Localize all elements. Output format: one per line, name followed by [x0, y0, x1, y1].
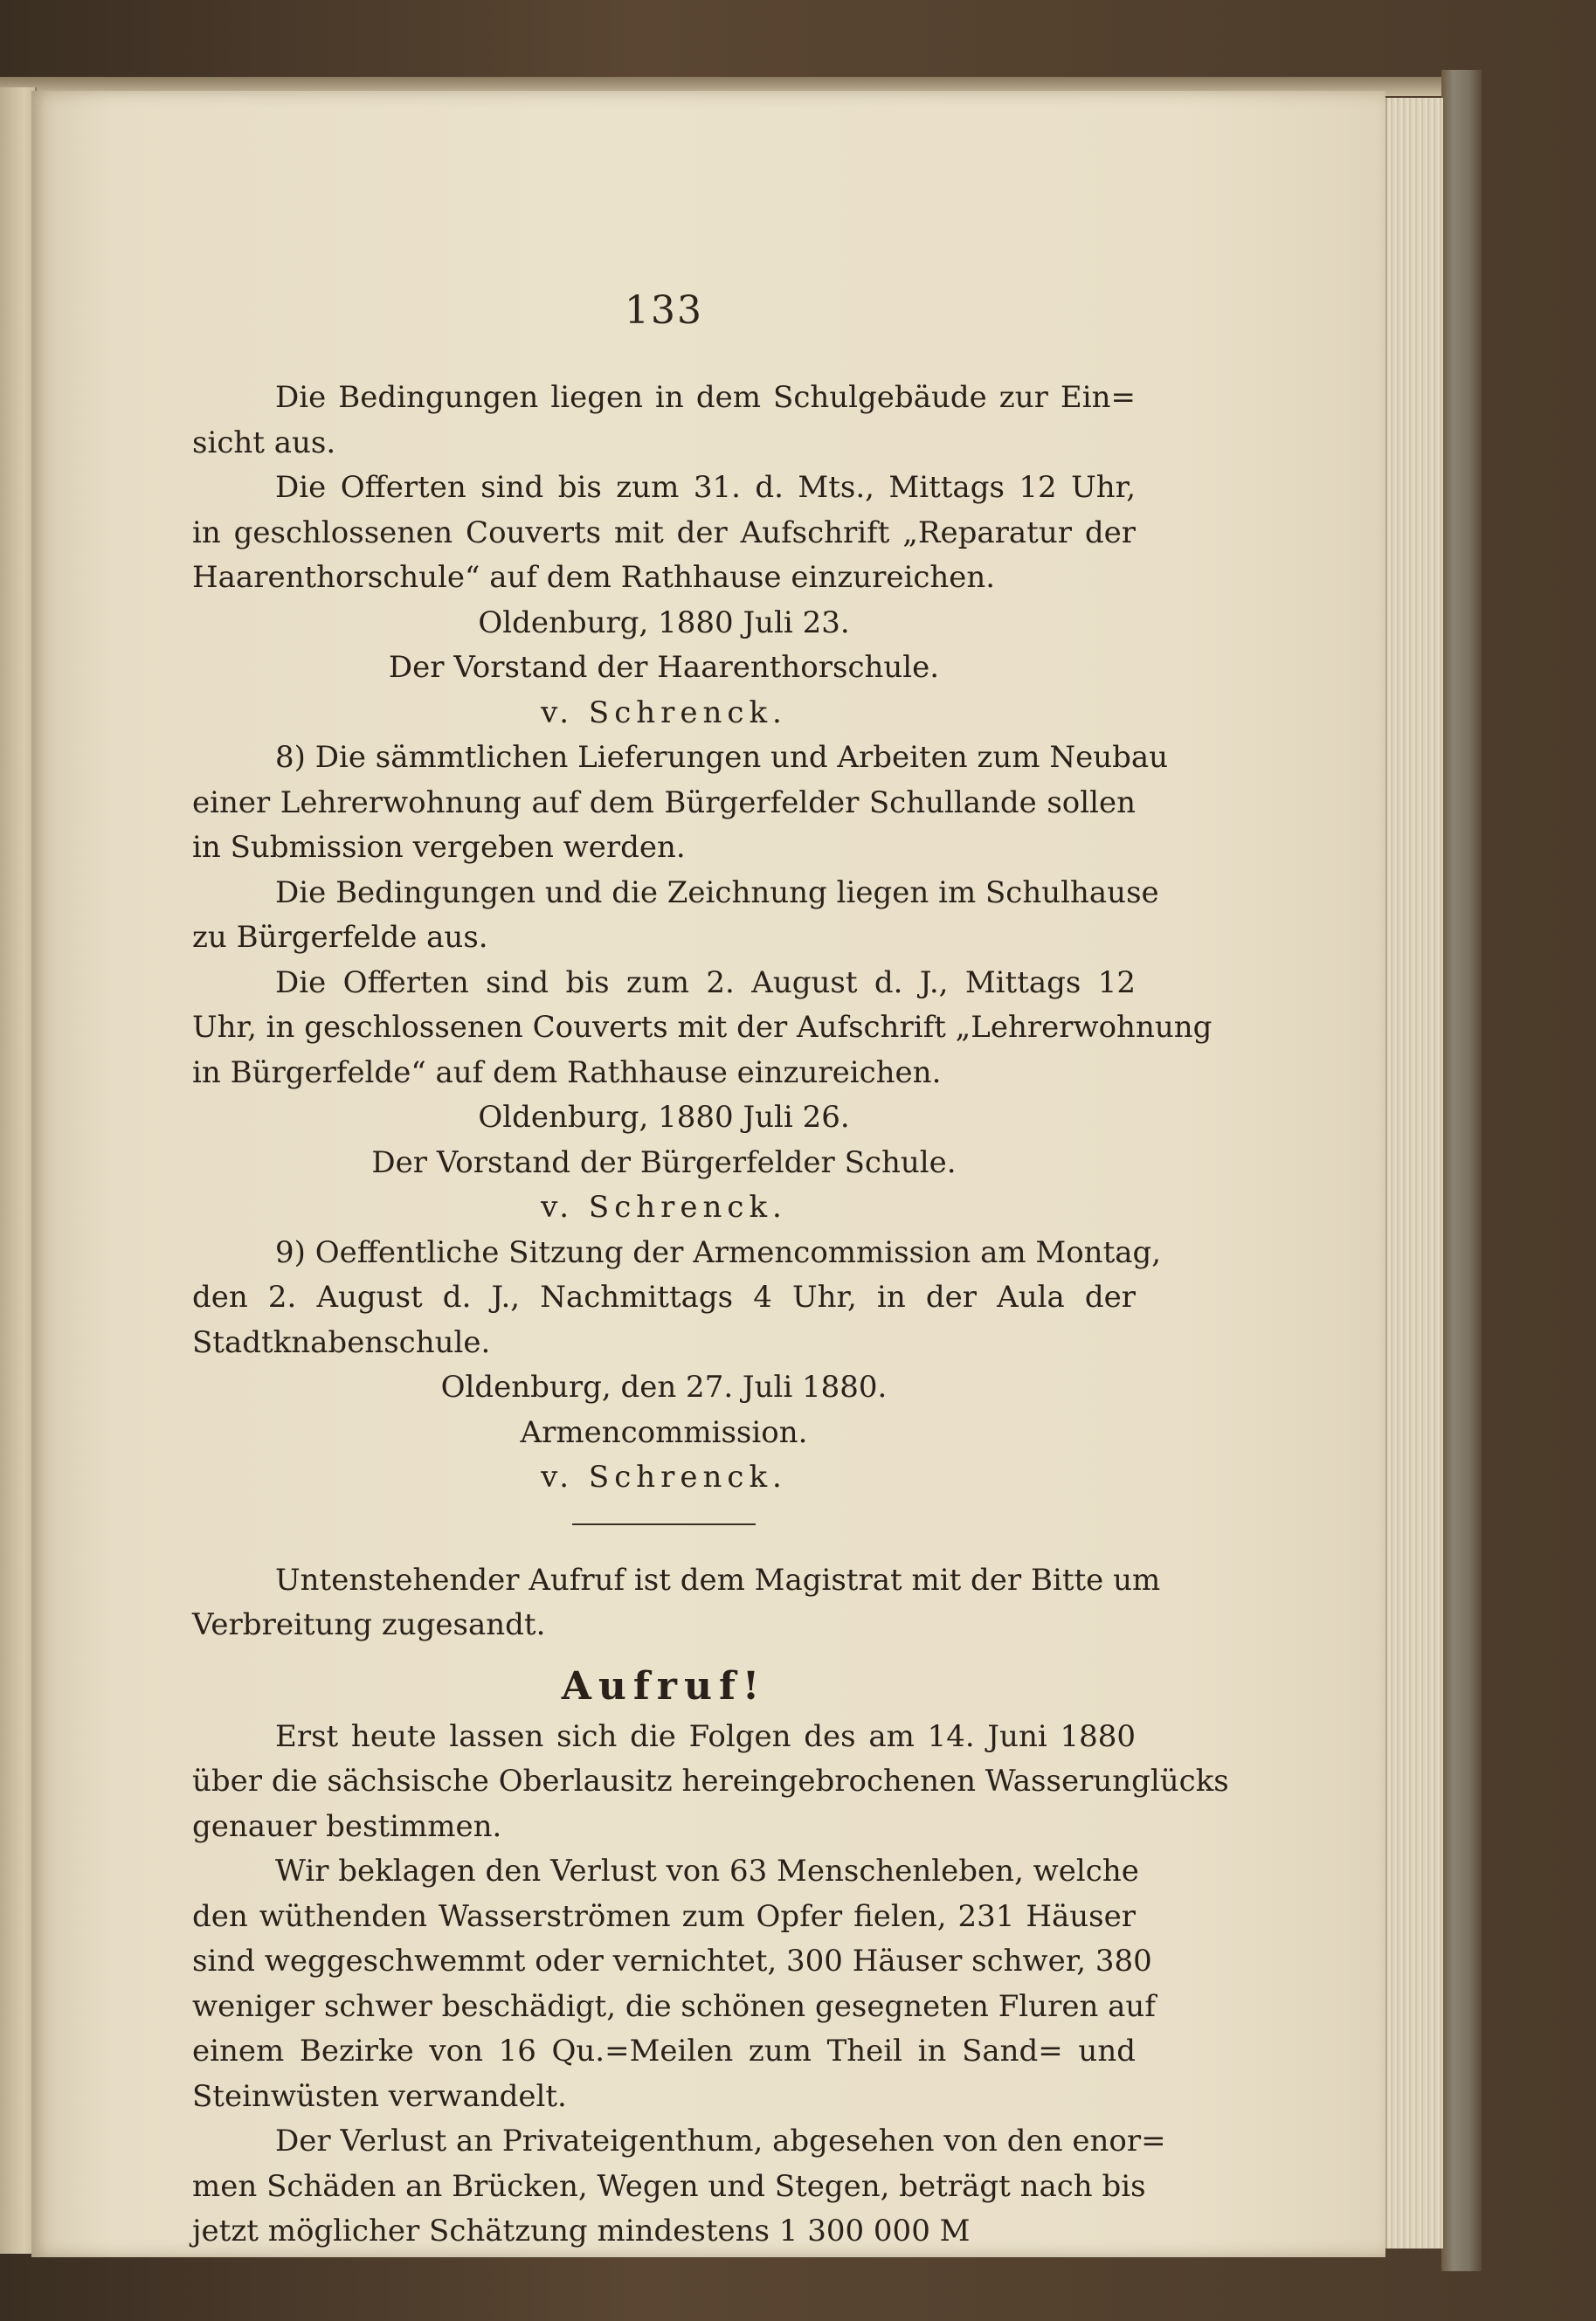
text-line: jetzt möglicher Schätzung mindestens 1 300 000 M [192, 2214, 971, 2248]
text-block [192, 288, 1229, 2255]
paragraph [192, 466, 1136, 601]
text-line: Die Bedingungen und die Zeichnung liegen im Schulhause [275, 874, 1159, 910]
paragraph [192, 1849, 1156, 2119]
text-line: 8) Die sämmtlichen Lieferungen und Arbeiten zum Neubau [275, 740, 1169, 775]
divider [572, 1523, 756, 1525]
text-line: in geschlossenen Couverts mit der Aufschrift „Reparatur der [192, 515, 1136, 550]
text-line: zu Bürgerfelde aus. [192, 920, 488, 955]
board-name: Armencommission. [520, 1414, 808, 1450]
text-line: Die Bedingungen liegen in dem Schulgebäude zur Ein= [275, 380, 1136, 415]
paragraph [192, 871, 1159, 961]
text-line: Haarenthorschule“ auf dem Rathhause einzureichen. [192, 560, 996, 595]
text-line: 9) Oeffentliche Sitzung der Armencommission am Montag, [275, 1234, 1162, 1270]
text-line: genauer bestimmen. [192, 1808, 502, 1844]
text-line: Steinwüsten verwandelt. [192, 2078, 567, 2114]
text-line: Stadtknabenschule. [192, 1324, 491, 1360]
place-date: Oldenburg, den 27. Juli 1880. [440, 1370, 888, 1405]
text-line: in Bürgerfelde“ auf dem Rathhause einzureichen. [192, 1054, 942, 1090]
text-line: Untenstehender Aufruf ist dem Magistrat mit der Bitte um [275, 1562, 1161, 1598]
paragraph [192, 961, 1213, 1096]
text-line: Die Offerten sind bis zum 31. d. Mts., Mittags 12 Uhr, [275, 470, 1136, 505]
page-stack-edge [1385, 98, 1443, 2248]
signature: v. Schrenck. [541, 1190, 787, 1225]
paragraph [192, 2119, 1166, 2255]
paragraph [192, 736, 1169, 871]
text-line: sicht aus. [192, 425, 336, 460]
text-line: Uhr, in geschlossenen Couverts mit der Aufschrift „Lehrerwohnung [192, 1010, 1213, 1045]
paragraph [192, 1558, 1161, 1648]
text-line: Verbreitung zugesandt. [192, 1607, 546, 1642]
paragraph [192, 1715, 1229, 1850]
text-line: sind weggeschwemmt oder vernichtet, 300 Häuser schwer, 380 [192, 1944, 1152, 1979]
place-date: Oldenburg, 1880 Juli 26. [478, 1100, 850, 1135]
text-line: in Submission vergeben werden. [192, 830, 686, 865]
text-line: Der Verlust an Privateigenthum, abgesehen von den enor= [275, 2124, 1166, 2159]
text-line: einer Lehrerwohnung auf dem Bürgerfelder Schullande sollen [192, 784, 1136, 820]
text-line: weniger schwer beschädigt, die schönen gesegneten Fluren auf [192, 1988, 1156, 2024]
text-line: Die Offerten sind bis zum 2. August d. J., Mittags 12 [275, 964, 1136, 1000]
signature: v. Schrenck. [541, 694, 787, 730]
paragraph [192, 376, 1136, 466]
board-name: Der Vorstand der Bürgerfelder Schule. [371, 1144, 957, 1180]
book-cover-edge [1441, 70, 1482, 2271]
page-number: 133 [625, 288, 703, 333]
text-line: men Schäden an Brücken, Wegen und Stegen, beträgt nach bis [192, 2168, 1146, 2204]
board-name: Der Vorstand der Haarenthorschule. [388, 650, 940, 685]
text-line: Wir beklagen den Verlust von 63 Menschenleben, welche [275, 1854, 1139, 1889]
paragraph [192, 1231, 1162, 1366]
text-line: den wüthenden Wasserströmen zum Opfer fielen, 231 Häuser [192, 1898, 1136, 1934]
text-line: über die sächsische Oberlausitz hereingebrochenen Wasserunglücks [192, 1764, 1229, 1799]
section-heading: Aufruf! [561, 1663, 767, 1709]
signature: v. Schrenck. [541, 1460, 787, 1495]
text-line: einem Bezirke von 16 Qu.=Meilen zum Theil in Sand= und [192, 2034, 1136, 2069]
text-line: den 2. August d. J., Nachmittags 4 Uhr, in der Aula der [192, 1280, 1136, 1315]
text-line: Erst heute lassen sich die Folgen des am 14. Juni 1880 [275, 1718, 1136, 1754]
place-date: Oldenburg, 1880 Juli 23. [478, 604, 850, 640]
